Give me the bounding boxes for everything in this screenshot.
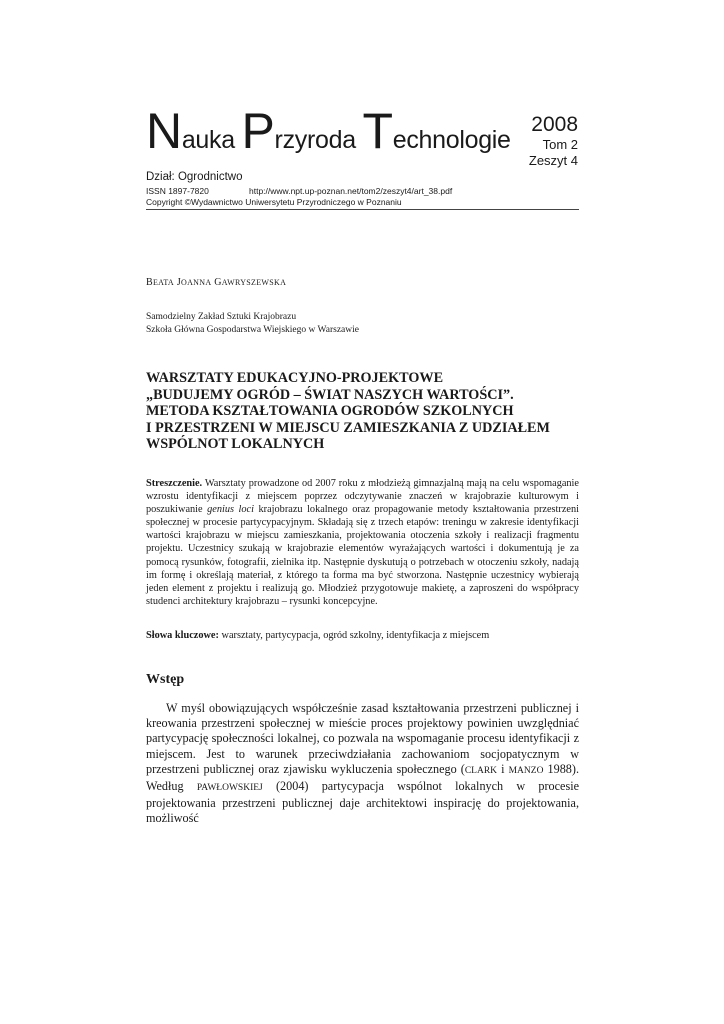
author-initial: G [214, 277, 222, 288]
paragraph-text: W myśl obowiązujących współcześnie zasad kształtowania przestrzeni publicznej i kreowania przestrzeni społecznej w mieście proces projektowy powinien uwzględniać partycypację społeczności lokalnej, co pozwala na wspomaganie procesu identyfikacji z miejscem. Jest to warunek przeciwdziałania zachowaniom socjopatycznym w przestrzeni publicznej oraz zjawisku wykluczenia społecznego ( [146, 701, 579, 776]
paragraph-text: 1988). [543, 761, 579, 776]
title-line: METODA KSZTAŁTOWANIA OGRODÓW SZKOLNYCH [146, 403, 514, 419]
issue-block [529, 113, 578, 169]
journal-meta [146, 186, 453, 208]
author-initial: B [146, 277, 153, 288]
journal-initial: T [362, 103, 393, 159]
author-text: AWRYSZEWSKA [221, 278, 287, 287]
abstract [146, 477, 579, 608]
author-initial: J [176, 277, 182, 288]
journal-initial: N [146, 103, 182, 159]
affiliation-line: Szkoła Główna Gospodarstwa Wiejskiego w Warszawie [146, 325, 359, 335]
citation-author: MANZO [508, 765, 544, 776]
header-divider [146, 209, 579, 210]
article-title [146, 370, 586, 453]
body-paragraph [146, 701, 579, 827]
journal-word: echnologie [392, 126, 511, 154]
journal-title [146, 103, 511, 159]
journal-word: rzyroda [274, 126, 356, 154]
issue-number: Zeszyt 4 [528, 153, 578, 168]
article-url-link[interactable]: http://www.npt.up-poznan.net/tom2/zeszyt4/art_38.pdf [249, 186, 453, 196]
title-line: „BUDUJEMY OGRÓD – ŚWIAT NASZYCH WARTOŚCI”. [146, 386, 514, 403]
keywords-label: Słowa kluczowe: [146, 630, 219, 641]
issue-year: 2008 [531, 113, 578, 136]
citation-author: PAWŁOWSKIEJ [196, 783, 263, 794]
author-text: OANNA [181, 278, 212, 287]
keywords [146, 629, 579, 642]
author-text: EATA [152, 278, 174, 287]
abstract-text: krajobrazu lokalnego oraz propagowanie metody kształtowania przestrzeni społecznej w procesie partycypacyjnym. Składają się z trzech etapów: treningu w zakresie identyfikacji wartości krajobrazu w miejscu zamieszkania, projektowania otoczenia szkoły i realizacji fragmentu projektu. Uczestnicy szukają w krajobrazie elementów wyrażających wartości i dokumentują je za pomocą rysunków, fotografii, zielnika itp. Następnie dyskutują o potrzebach w otoczeniu szkoły, nadają im formę i określają materiał, z którego ta forma ma być stworzona. Następnie uczestnicy wybierają jeden element z projektu i realizują go. Młodzież przygotowuje makietę, a zaproszeni do współpracy studenci architektury krajobrazu – rysunki koncepcyjne. [146, 504, 579, 607]
journal-section: Dział: Ogrodnictwo [146, 171, 243, 183]
author-name [146, 277, 286, 288]
section-heading: Wstęp [146, 672, 185, 687]
title-line: WARSZTATY EDUKACYJNO-PROJEKTOWE [146, 370, 444, 386]
abstract-label: Streszczenie. [146, 478, 203, 489]
issue-volume: Tom 2 [542, 137, 578, 152]
abstract-text: Warsztaty prowadzone od 2007 roku z młodzieżą gimnazjalną mają na celu wspomaganie wzrostu identyfikacji z miejscem poprzez odczytywanie znaczeń w krajobrazie kulturowym i poszukiwanie [146, 478, 579, 516]
journal-initial: P [241, 103, 275, 159]
title-line: I PRZESTRZENI W MIEJSCU ZAMIESZKANIA Z UDZIAŁEM [146, 419, 550, 436]
keywords-text: warsztaty, partycypacja, ogród szkolny, identyfikacja z miejscem [218, 630, 490, 641]
paragraph-text: Według [146, 779, 197, 794]
copyright: Copyright ©Wydawnictwo Uniwersytetu Przyrodniczego w Poznaniu [146, 197, 402, 207]
issn: ISSN 1897-7820 [146, 186, 209, 196]
affiliation-line: Samodzielny Zakład Sztuki Krajobrazu [146, 312, 297, 322]
paragraph-text: (2004) partycypacja wspólnot lokalnych w procesie projektowania przestrzeni publicznej daje architektowi inspirację do projektowania, możliwość [146, 779, 579, 826]
journal-word: auka [181, 126, 235, 154]
abstract-italic: genius loci [207, 504, 254, 516]
affiliation [146, 311, 359, 337]
paragraph-text: i [497, 761, 509, 776]
citation-author: CLARK [464, 765, 498, 776]
title-line: WSPÓLNOT LOKALNYCH [146, 436, 325, 452]
